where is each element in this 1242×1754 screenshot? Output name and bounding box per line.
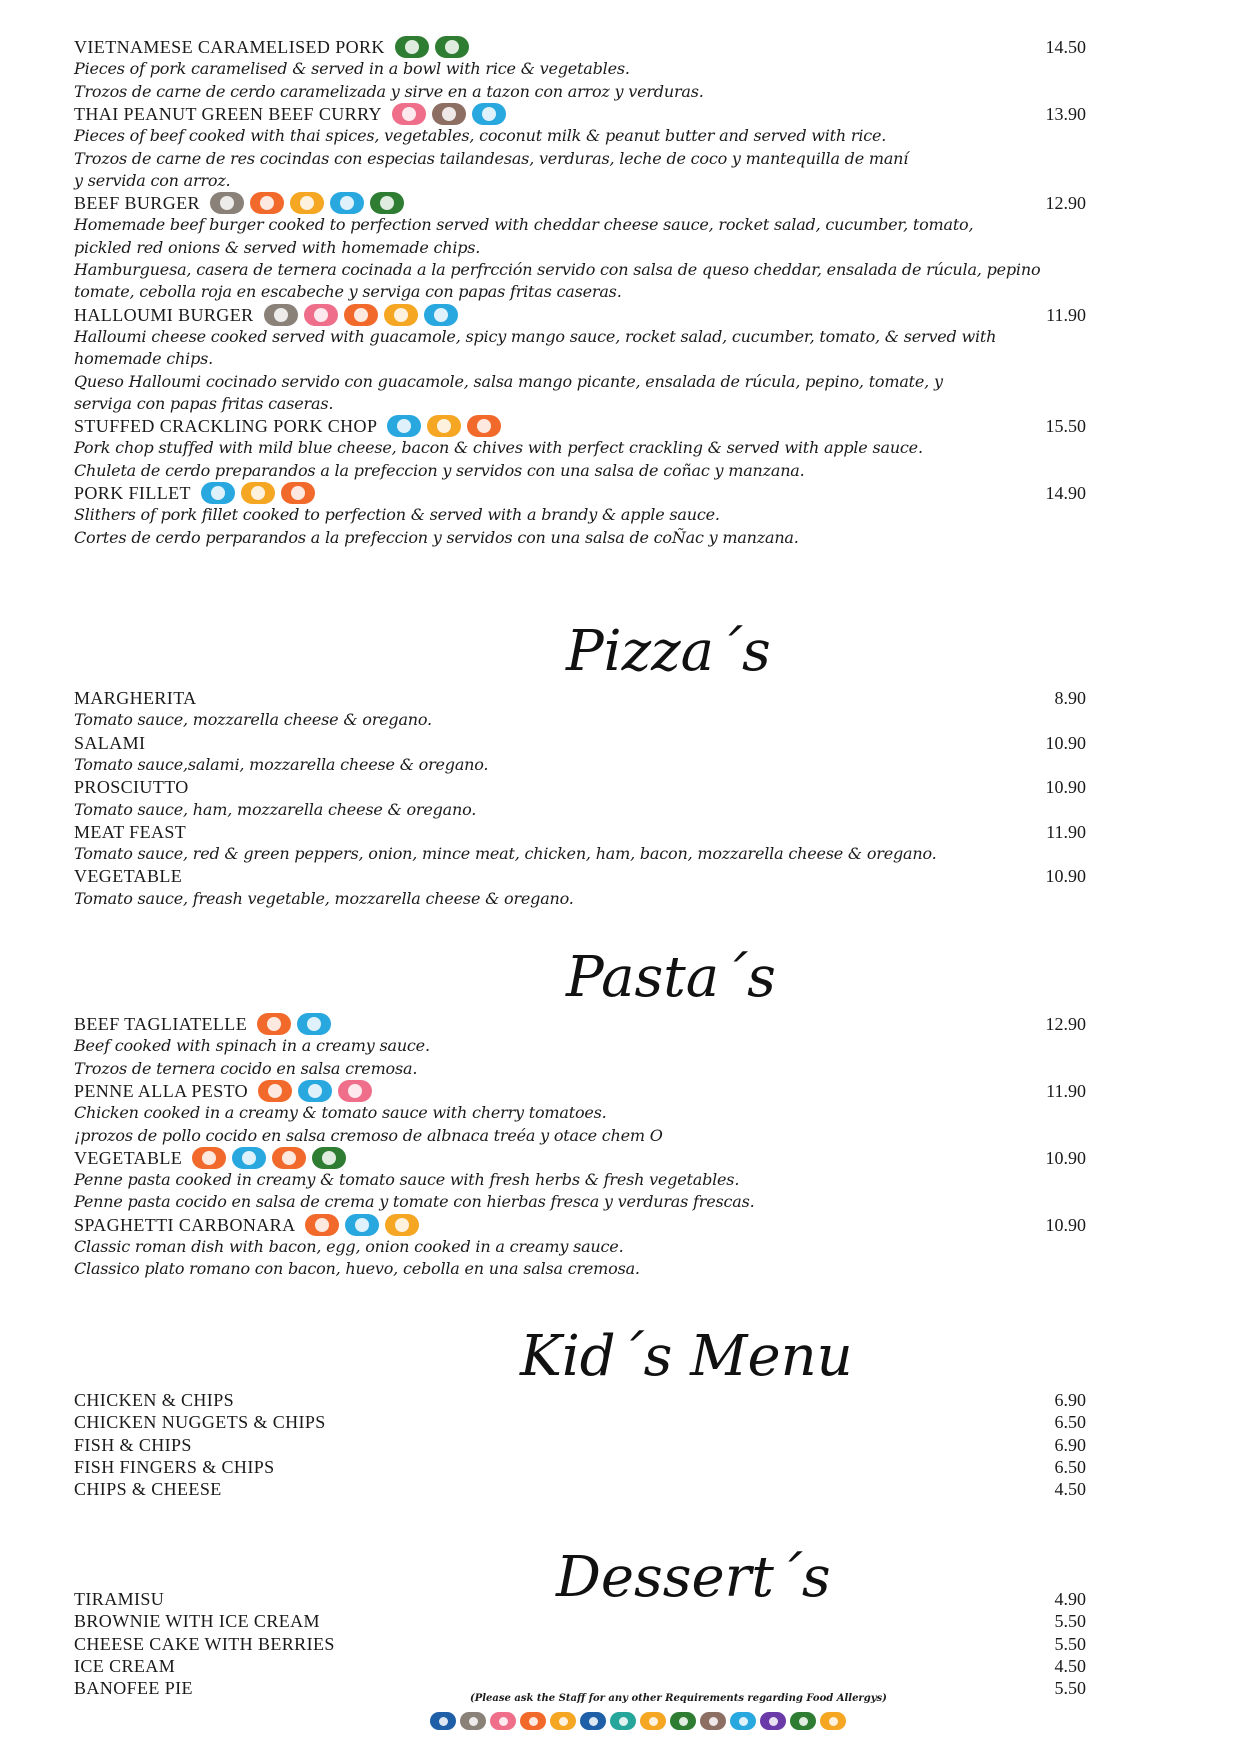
milk-icon (424, 304, 458, 326)
desserts-heading: Dessert´s (556, 1545, 831, 1610)
sesame-icon (460, 1712, 486, 1730)
mustard-icon (640, 1712, 666, 1730)
menu-item-description: y servida con arroz. (74, 170, 231, 190)
menu-item-title (74, 1677, 193, 1699)
menu-item-description: tomate, cebolla roja en escabeche y serviga con papas fritas caseras. (74, 282, 622, 302)
milk-icon (201, 482, 235, 504)
menu-item-description: Classico plato romano con bacon, huevo, cebolla en una salsa cremosa. (74, 1259, 640, 1279)
menu-item-name: CHIPS & CHEESE (74, 1479, 222, 1500)
menu-item-price: 6.90 (1054, 1434, 1086, 1455)
menu-item-price: 13.90 (1045, 103, 1086, 124)
gluten-icon (520, 1712, 546, 1730)
menu-item-description: serviga con papas fritas caseras. (74, 393, 334, 413)
gluten-icon (257, 1013, 291, 1035)
menu-item-title (74, 776, 189, 798)
milk-icon (297, 1013, 331, 1035)
menu-item-description: Chuleta de cerdo preparandos a la prefeccion y servidos con una salsa de coñac y manzana. (74, 460, 805, 480)
menu-item-name: BEEF BURGER (74, 193, 200, 214)
menu-item-name: MARGHERITA (74, 688, 197, 708)
menu-item-title (74, 1588, 164, 1610)
menu-item-description: Slithers of pork fillet cooked to perfection & served with a brandy & apple sauce. (74, 505, 720, 525)
icon-glyph (380, 196, 394, 210)
fish-icon (580, 1712, 606, 1730)
menu-item-price: 6.90 (1054, 1390, 1086, 1410)
gluten-icon (250, 192, 284, 214)
allergen-icons (258, 1080, 372, 1102)
menu-item-title (74, 1456, 275, 1478)
egg-icon (550, 1712, 576, 1730)
icon-glyph (308, 1084, 322, 1098)
icon-glyph (267, 1017, 281, 1031)
menu-item-title (74, 36, 469, 58)
icon-glyph (405, 40, 419, 54)
allergen-legend (430, 1712, 846, 1730)
menu-item-description: Penne pasta cocido en salsa de crema y tomate con hierbas fresca y verduras frescas. (74, 1192, 755, 1212)
menu-item-name: TIRAMISU (74, 1589, 165, 1609)
icon-glyph (202, 1151, 216, 1165)
milk-icon (730, 1712, 756, 1730)
menu-item-title (74, 1147, 346, 1169)
icon-glyph (589, 1717, 598, 1726)
egg-icon (384, 304, 418, 326)
icon-glyph (769, 1717, 778, 1726)
icon-glyph (394, 308, 408, 322)
icon-glyph (679, 1717, 688, 1726)
menu-item-description: Tomato sauce, ham, mozzarella cheese & oregano. (74, 799, 477, 819)
menu-item-title (74, 1610, 320, 1632)
menu-item-description: Halloumi cheese cooked served with guacamole, spicy mango sauce, rocket salad, cucumber, tomato, & served with (74, 326, 997, 346)
menu-item-title (74, 865, 182, 887)
icon-glyph (829, 1717, 838, 1726)
menu-item-description: homemade chips. (74, 349, 214, 369)
menu-item-price: 5.50 (1054, 1633, 1086, 1654)
menu-item-name: SPAGHETTI CARBONARA (74, 1214, 296, 1235)
menu-item-price: 8.90 (1054, 688, 1086, 708)
nuts-icon (338, 1080, 372, 1102)
menu-item-price: 11.90 (1046, 1080, 1086, 1101)
allergen-icons (201, 482, 315, 504)
milk-icon (472, 103, 506, 125)
icon-glyph (355, 1218, 369, 1232)
menu-item-price: 11.90 (1046, 304, 1086, 325)
celery-icon (790, 1712, 816, 1730)
icon-glyph (499, 1717, 508, 1726)
allergen-icons (210, 192, 404, 214)
crustaceans-icon (430, 1712, 456, 1730)
allergen-icons (395, 36, 469, 58)
icon-glyph (709, 1717, 718, 1726)
menu-item-title (74, 192, 404, 214)
menu-item-name: VEGETABLE (74, 866, 183, 887)
menu-item-price: 5.50 (1054, 1678, 1086, 1699)
menu-item-title (74, 304, 458, 326)
menu-item-price: 10.90 (1045, 732, 1086, 753)
gluten-icon (305, 1214, 339, 1236)
menu-item-description: Chicken cooked in a creamy & tomato sauce with cherry tomatoes. (74, 1103, 607, 1123)
egg-icon (290, 192, 324, 214)
icon-glyph (799, 1717, 808, 1726)
icon-glyph (482, 107, 496, 121)
icon-glyph (397, 419, 411, 433)
kids-menu-heading: Kid´s Menu (520, 1324, 853, 1389)
menu-item-name: CHICKEN NUGGETS & CHIPS (74, 1412, 326, 1433)
icon-glyph (260, 196, 274, 210)
molluscs-icon (610, 1712, 636, 1730)
mushroom-icon (312, 1147, 346, 1169)
menu-item-title (74, 482, 315, 504)
menu-item-title (74, 1389, 234, 1411)
menu-item-name: FISH & CHIPS (74, 1434, 192, 1455)
menu-item-price: 4.50 (1054, 1655, 1086, 1676)
allergen-icons (305, 1214, 419, 1236)
menu-item-price: 6.50 (1054, 1412, 1086, 1433)
menu-item-price: 4.50 (1054, 1479, 1086, 1500)
icon-glyph (529, 1717, 538, 1726)
menu-item-title (74, 1411, 326, 1433)
icon-glyph (402, 107, 416, 121)
egg-icon (241, 482, 275, 504)
menu-item-description: Tomato sauce, mozzarella cheese & oregano. (74, 710, 432, 730)
icon-glyph (395, 1218, 409, 1232)
allergen-icons (264, 304, 458, 326)
menu-item-description: Homemade beef burger cooked to perfection served with cheddar cheese sauce, rocket salad, cucumber, tomato, (74, 215, 974, 235)
milk-icon (298, 1080, 332, 1102)
pasta-heading: Pasta´s (566, 945, 776, 1010)
menu-item-price: 14.90 (1045, 483, 1086, 503)
menu-item-description: Classic roman dish with bacon, egg, onion cooked in a creamy sauce. (74, 1237, 624, 1256)
icon-glyph (649, 1717, 658, 1726)
icon-glyph (739, 1717, 748, 1726)
icon-glyph (442, 107, 456, 121)
mushroom-icon (670, 1712, 696, 1730)
celery-icon (370, 192, 404, 214)
menu-item-description: Pieces of pork caramelised & served in a bowl with rice & vegetables. (74, 59, 630, 79)
icon-glyph (434, 308, 448, 322)
menu-item-price: 10.90 (1045, 1147, 1086, 1168)
icon-glyph (469, 1717, 478, 1726)
gluten-icon (192, 1147, 226, 1169)
menu-item-description: Pork chop stuffed with mild blue cheese, bacon & chives with perfect crackling & served with apple sauce. (74, 438, 923, 458)
menu-item-name: VEGETABLE (74, 1147, 183, 1168)
celery-icon (435, 36, 469, 58)
nuts-icon (392, 103, 426, 125)
menu-item-title (74, 103, 506, 125)
menu-item-price: 15.50 (1045, 416, 1086, 437)
icon-glyph (274, 308, 288, 322)
menu-item-title (74, 732, 145, 754)
icon-glyph (211, 486, 225, 500)
pizza-heading: Pizza´s (566, 619, 771, 684)
icon-glyph (251, 486, 265, 500)
menu-item-name: BEEF TAGLIATELLE (74, 1014, 248, 1034)
menu-item-price: 10.90 (1045, 1214, 1086, 1235)
menu-item-name: CHEESE CAKE WITH BERRIES (74, 1633, 335, 1654)
menu-item-name: ICE CREAM (74, 1655, 176, 1676)
menu-item-description: Beef cooked with spinach in a creamy sauce. (74, 1036, 430, 1056)
menu-item-title (74, 1655, 175, 1677)
icon-glyph (340, 196, 354, 210)
icon-glyph (282, 1151, 296, 1165)
menu-item-description: Hamburguesa, casera de ternera cocinada a la perfrcción servido con salsa de queso cheddar, ensalada de rúcula, pepino (74, 260, 1041, 279)
sesame-icon (264, 304, 298, 326)
allergen-icons (192, 1147, 346, 1169)
menu-item-description: Trozos de ternera cocido en salsa cremosa. (74, 1058, 418, 1078)
nuts-icon (304, 304, 338, 326)
menu-item-name: VIETNAMESE CARAMELISED PORK (74, 37, 385, 57)
icon-glyph (300, 196, 314, 210)
icon-glyph (242, 1151, 256, 1165)
soya-icon (820, 1712, 846, 1730)
sulphites-icon (272, 1147, 306, 1169)
menu-item-price: 4.90 (1054, 1589, 1086, 1609)
menu-item-title (74, 1633, 335, 1655)
menu-item-name: THAI PEANUT GREEN BEEF CURRY (74, 103, 382, 124)
allergen-icons (257, 1013, 331, 1035)
menu-item-description: Trozos de carne de res cocindas con especias tailandesas, verduras, leche de coco y mantequilla de maní (74, 148, 909, 168)
icon-glyph (348, 1084, 362, 1098)
menu-item-name: CHICKEN & CHIPS (74, 1390, 235, 1410)
menu-item-name: BROWNIE WITH ICE CREAM (74, 1611, 320, 1632)
nuts-icon (490, 1712, 516, 1730)
icon-glyph (314, 308, 328, 322)
icon-glyph (619, 1717, 628, 1726)
menu-item-description: Tomato sauce, freash vegetable, mozzarella cheese & oregano. (74, 888, 574, 908)
menu-item-name: PROSCIUTTO (74, 777, 189, 798)
menu-item-description: ¡prozos de pollo cocido en salsa cremoso de albnaca treéa y otace chem O (74, 1125, 663, 1145)
menu-item-description: Tomato sauce,salami, mozzarella cheese & oregano. (74, 754, 489, 774)
allergen-icons (392, 103, 506, 125)
menu-item-price: 12.90 (1045, 1014, 1086, 1034)
menu-item-price: 12.90 (1045, 193, 1086, 214)
menu-item-title (74, 1478, 222, 1500)
icon-glyph (307, 1017, 321, 1031)
egg-icon (385, 1214, 419, 1236)
milk-icon (387, 415, 421, 437)
icon-glyph (268, 1084, 282, 1098)
menu-item-description: Penne pasta cooked in creamy & tomato sauce with fresh herbs & fresh vegetables. (74, 1170, 740, 1190)
allergen-icons (387, 415, 501, 437)
icon-glyph (220, 196, 234, 210)
icon-glyph (322, 1151, 336, 1165)
menu-item-title (74, 1214, 419, 1236)
menu-item-title (74, 1434, 192, 1456)
menu-item-name: PENNE ALLA PESTO (74, 1080, 249, 1101)
icon-glyph (559, 1717, 568, 1726)
sesame-icon (210, 192, 244, 214)
icon-glyph (439, 1717, 448, 1726)
menu-item-name: HALLOUMI BURGER (74, 304, 254, 325)
menu-item-price: 6.50 (1054, 1456, 1086, 1477)
peanut-icon (432, 103, 466, 125)
menu-item-price: 10.90 (1045, 866, 1086, 887)
menu-item-description: Pieces of beef cooked with thai spices, vegetables, coconut milk & peanut butter and served with rice. (74, 126, 887, 146)
egg-icon (427, 415, 461, 437)
menu-item-title (74, 1013, 331, 1035)
icon-glyph (315, 1218, 329, 1232)
icon-glyph (291, 486, 305, 500)
icon-glyph (445, 40, 459, 54)
gluten-icon (344, 304, 378, 326)
menu-item-description: Cortes de cerdo perparandos a la prefeccion y servidos con una salsa de coÑac y manzana. (74, 527, 799, 547)
menu-item-name: SALAMI (74, 732, 146, 753)
menu-item-price: 10.90 (1045, 777, 1086, 798)
menu-item-description: Trozos de carne de cerdo caramelizada y sirve en a tazon con arroz y verduras. (74, 81, 704, 101)
menu-item-description: pickled red onions & served with homemade chips. (74, 237, 481, 257)
menu-item-price: 5.50 (1054, 1611, 1086, 1632)
menu-item-description: Tomato sauce, red & green peppers, onion, mince meat, chicken, ham, bacon, mozzarella cheese & oregano. (74, 844, 937, 864)
menu-item-title (74, 1080, 372, 1102)
icon-glyph (437, 419, 451, 433)
menu-item-name: MEAT FEAST (74, 821, 187, 842)
milk-icon (330, 192, 364, 214)
peanut-icon (700, 1712, 726, 1730)
menu-item-description: Queso Halloumi cocinado servido con guacamole, salsa mango picante, ensalada de rúcula, pepino, tomate, y (74, 371, 943, 391)
icon-glyph (477, 419, 491, 433)
menu-item-title (74, 687, 197, 709)
milk-icon (345, 1214, 379, 1236)
menu-item-name: STUFFED CRACKLING PORK CHOP (74, 416, 378, 437)
menu-item-name: FISH FINGERS & CHIPS (74, 1456, 275, 1477)
menu-item-title (74, 821, 186, 843)
lupin-icon (760, 1712, 786, 1730)
gluten-icon (467, 415, 501, 437)
menu-item-name: PORK FILLET (74, 483, 191, 503)
mushroom-icon (395, 36, 429, 58)
menu-item-name: BANOFEE PIE (74, 1678, 193, 1699)
icon-glyph (354, 308, 368, 322)
menu-item-title (74, 415, 501, 437)
allergy-footer-note: (Please ask the Staff for any other Requirements regarding Food Allergys) (470, 1693, 887, 1704)
gluten-icon (258, 1080, 292, 1102)
menu-item-price: 11.90 (1046, 821, 1086, 842)
menu-item-price: 14.50 (1045, 37, 1086, 57)
gluten-icon (281, 482, 315, 504)
milk-icon (232, 1147, 266, 1169)
